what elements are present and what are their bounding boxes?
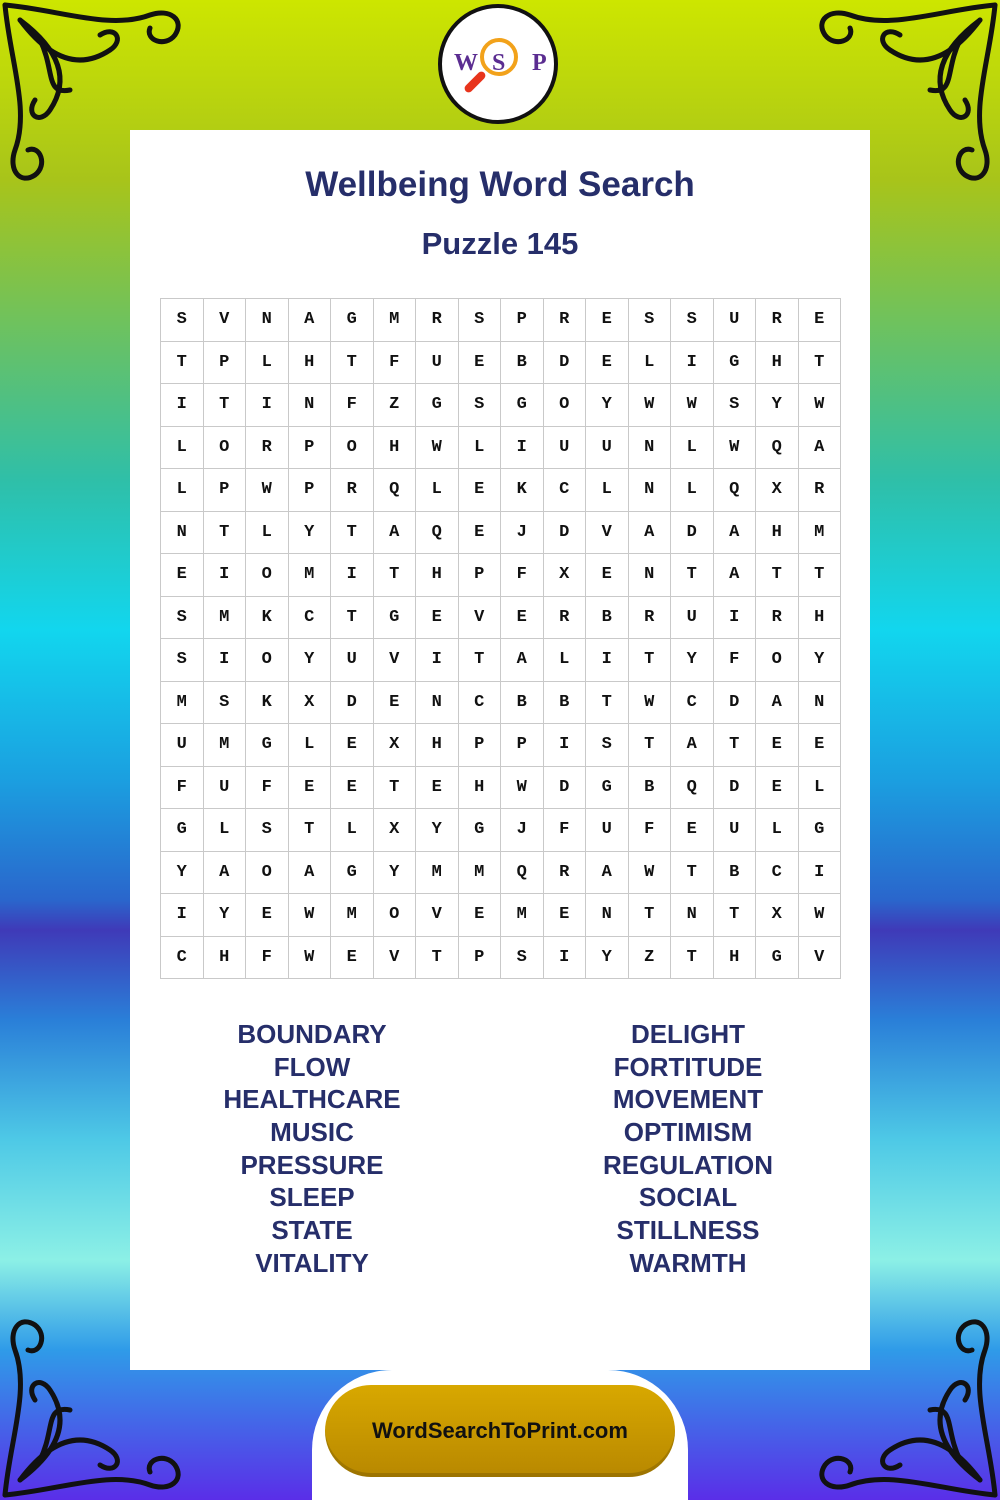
grid-cell: F bbox=[544, 809, 587, 852]
grid-cell: T bbox=[204, 384, 247, 427]
grid-cell: L bbox=[671, 427, 714, 470]
grid-cell: I bbox=[714, 597, 757, 640]
grid-cell: T bbox=[416, 937, 459, 980]
grid-cell: S bbox=[586, 724, 629, 767]
logo-letter-w: W bbox=[454, 50, 478, 76]
grid-cell: Y bbox=[374, 852, 417, 895]
grid-cell: U bbox=[331, 639, 374, 682]
grid-cell: G bbox=[714, 342, 757, 385]
grid-cell: Y bbox=[289, 512, 332, 555]
grid-cell: Y bbox=[586, 384, 629, 427]
grid-cell: T bbox=[161, 342, 204, 385]
grid-cell: O bbox=[331, 427, 374, 470]
grid-cell: E bbox=[756, 767, 799, 810]
grid-cell: R bbox=[629, 597, 672, 640]
grid-cell: S bbox=[714, 384, 757, 427]
grid-cell: D bbox=[544, 767, 587, 810]
grid-cell: E bbox=[501, 597, 544, 640]
grid-cell: U bbox=[714, 809, 757, 852]
grid-cell: E bbox=[331, 937, 374, 980]
grid-cell: H bbox=[756, 512, 799, 555]
grid-cell: T bbox=[756, 554, 799, 597]
grid-cell: E bbox=[459, 512, 502, 555]
grid-cell: G bbox=[459, 809, 502, 852]
grid-cell: K bbox=[246, 597, 289, 640]
grid-cell: S bbox=[161, 639, 204, 682]
grid-cell: R bbox=[416, 299, 459, 342]
grid-cell: U bbox=[714, 299, 757, 342]
grid-cell: A bbox=[374, 512, 417, 555]
grid-cell: U bbox=[586, 427, 629, 470]
grid-cell: G bbox=[161, 809, 204, 852]
grid-cell: M bbox=[501, 894, 544, 937]
grid-cell: N bbox=[629, 554, 672, 597]
grid-cell: L bbox=[586, 469, 629, 512]
grid-cell: E bbox=[459, 469, 502, 512]
grid-cell: W bbox=[799, 384, 842, 427]
grid-cell: E bbox=[799, 299, 842, 342]
grid-cell: U bbox=[544, 427, 587, 470]
grid-cell: L bbox=[331, 809, 374, 852]
grid-cell: B bbox=[544, 682, 587, 725]
grid-cell: H bbox=[374, 427, 417, 470]
grid-cell: Y bbox=[416, 809, 459, 852]
grid-cell: F bbox=[374, 342, 417, 385]
grid-cell: H bbox=[416, 554, 459, 597]
grid-cell: H bbox=[756, 342, 799, 385]
grid-cell: M bbox=[161, 682, 204, 725]
grid-cell: U bbox=[586, 809, 629, 852]
grid-cell: N bbox=[671, 894, 714, 937]
grid-cell: A bbox=[629, 512, 672, 555]
grid-cell: R bbox=[756, 299, 799, 342]
grid-cell: L bbox=[416, 469, 459, 512]
grid-cell: T bbox=[289, 809, 332, 852]
grid-cell: E bbox=[416, 597, 459, 640]
grid-cell: Y bbox=[756, 384, 799, 427]
word-list-left bbox=[162, 1018, 462, 1280]
grid-cell: N bbox=[799, 682, 842, 725]
grid-cell: S bbox=[459, 384, 502, 427]
grid-cell: B bbox=[586, 597, 629, 640]
grid-cell: J bbox=[501, 809, 544, 852]
grid-cell: T bbox=[586, 682, 629, 725]
grid-cell: R bbox=[544, 852, 587, 895]
grid-cell: L bbox=[161, 469, 204, 512]
grid-cell: P bbox=[204, 469, 247, 512]
grid-cell: T bbox=[374, 767, 417, 810]
grid-cell: V bbox=[459, 597, 502, 640]
grid-cell: T bbox=[459, 639, 502, 682]
grid-cell: A bbox=[289, 852, 332, 895]
grid-cell: V bbox=[799, 937, 842, 980]
grid-cell: S bbox=[161, 299, 204, 342]
grid-cell: M bbox=[459, 852, 502, 895]
grid-cell: I bbox=[799, 852, 842, 895]
grid-cell: S bbox=[501, 937, 544, 980]
grid-cell: L bbox=[459, 427, 502, 470]
page-title: Wellbeing Word Search bbox=[305, 165, 695, 204]
grid-cell: P bbox=[459, 724, 502, 767]
grid-cell: W bbox=[714, 427, 757, 470]
grid-cell: T bbox=[671, 852, 714, 895]
grid-cell: E bbox=[331, 724, 374, 767]
grid-cell: M bbox=[204, 724, 247, 767]
grid-cell: A bbox=[799, 427, 842, 470]
grid-cell: T bbox=[629, 894, 672, 937]
grid-cell: G bbox=[756, 937, 799, 980]
grid-cell: F bbox=[246, 767, 289, 810]
word-list-right bbox=[538, 1018, 838, 1280]
grid-cell: Y bbox=[161, 852, 204, 895]
grid-cell: X bbox=[756, 469, 799, 512]
grid-cell: E bbox=[586, 554, 629, 597]
grid-cell: X bbox=[374, 809, 417, 852]
grid-cell: P bbox=[289, 469, 332, 512]
grid-cell: A bbox=[671, 724, 714, 767]
grid-cell: Z bbox=[374, 384, 417, 427]
grid-cell: W bbox=[246, 469, 289, 512]
grid-cell: N bbox=[246, 299, 289, 342]
grid-cell: W bbox=[629, 682, 672, 725]
grid-cell: E bbox=[289, 767, 332, 810]
grid-cell: M bbox=[204, 597, 247, 640]
grid-cell: I bbox=[161, 894, 204, 937]
grid-cell: W bbox=[289, 894, 332, 937]
grid-cell: W bbox=[799, 894, 842, 937]
word-list-item: STATE bbox=[271, 1215, 353, 1246]
grid-cell: W bbox=[671, 384, 714, 427]
grid-cell: E bbox=[459, 342, 502, 385]
grid-cell: I bbox=[544, 937, 587, 980]
grid-cell: E bbox=[671, 809, 714, 852]
grid-cell: P bbox=[501, 724, 544, 767]
grid-cell: P bbox=[289, 427, 332, 470]
grid-cell: A bbox=[289, 299, 332, 342]
grid-cell: N bbox=[629, 469, 672, 512]
grid-cell: N bbox=[416, 682, 459, 725]
grid-cell: P bbox=[204, 342, 247, 385]
grid-cell: M bbox=[799, 512, 842, 555]
grid-cell: U bbox=[161, 724, 204, 767]
grid-cell: D bbox=[544, 512, 587, 555]
grid-cell: E bbox=[161, 554, 204, 597]
grid-cell: T bbox=[331, 512, 374, 555]
grid-cell: O bbox=[246, 639, 289, 682]
grid-cell: L bbox=[161, 427, 204, 470]
grid-cell: P bbox=[501, 299, 544, 342]
grid-cell: H bbox=[799, 597, 842, 640]
grid-cell: L bbox=[289, 724, 332, 767]
grid-cell: D bbox=[671, 512, 714, 555]
grid-cell: I bbox=[586, 639, 629, 682]
grid-cell: O bbox=[756, 639, 799, 682]
grid-cell: T bbox=[714, 894, 757, 937]
word-list-item: WARMTH bbox=[629, 1247, 747, 1278]
puzzle-card bbox=[130, 130, 870, 1370]
grid-cell: O bbox=[246, 852, 289, 895]
website-button[interactable] bbox=[325, 1385, 675, 1477]
grid-cell: L bbox=[544, 639, 587, 682]
grid-cell: E bbox=[246, 894, 289, 937]
grid-cell: O bbox=[374, 894, 417, 937]
grid-cell: G bbox=[501, 384, 544, 427]
grid-cell: L bbox=[799, 767, 842, 810]
grid-cell: U bbox=[671, 597, 714, 640]
grid-cell: F bbox=[714, 639, 757, 682]
grid-cell: S bbox=[671, 299, 714, 342]
grid-cell: T bbox=[374, 554, 417, 597]
grid-cell: F bbox=[331, 384, 374, 427]
grid-cell: M bbox=[289, 554, 332, 597]
grid-cell: G bbox=[374, 597, 417, 640]
grid-cell: Y bbox=[204, 894, 247, 937]
word-list-item: MOVEMENT bbox=[612, 1084, 764, 1115]
grid-cell: E bbox=[544, 894, 587, 937]
grid-cell: X bbox=[544, 554, 587, 597]
grid-cell: N bbox=[586, 894, 629, 937]
grid-cell: T bbox=[671, 937, 714, 980]
grid-cell: V bbox=[374, 639, 417, 682]
grid-cell: R bbox=[756, 597, 799, 640]
grid-cell: T bbox=[799, 342, 842, 385]
grid-cell: N bbox=[629, 427, 672, 470]
grid-cell: T bbox=[799, 554, 842, 597]
grid-cell: W bbox=[629, 852, 672, 895]
grid-cell: I bbox=[501, 427, 544, 470]
grid-cell: L bbox=[246, 512, 289, 555]
grid-cell: F bbox=[246, 937, 289, 980]
grid-cell: W bbox=[416, 427, 459, 470]
grid-cell: D bbox=[714, 767, 757, 810]
grid-cell: H bbox=[204, 937, 247, 980]
grid-cell: B bbox=[714, 852, 757, 895]
grid-cell: G bbox=[799, 809, 842, 852]
grid-cell: U bbox=[204, 767, 247, 810]
grid-cell: B bbox=[501, 682, 544, 725]
grid-cell: W bbox=[501, 767, 544, 810]
grid-cell: M bbox=[416, 852, 459, 895]
grid-cell: O bbox=[246, 554, 289, 597]
grid-cell: O bbox=[204, 427, 247, 470]
grid-cell: X bbox=[756, 894, 799, 937]
word-list-item: VITALITY bbox=[255, 1247, 369, 1278]
grid-cell: U bbox=[416, 342, 459, 385]
grid-cell: G bbox=[586, 767, 629, 810]
grid-cell: E bbox=[374, 682, 417, 725]
grid-cell: V bbox=[374, 937, 417, 980]
grid-cell: C bbox=[459, 682, 502, 725]
wsp-logo bbox=[438, 4, 558, 124]
grid-cell: K bbox=[501, 469, 544, 512]
grid-cell: R bbox=[544, 597, 587, 640]
grid-cell: C bbox=[544, 469, 587, 512]
word-list-item: MUSIC bbox=[270, 1117, 354, 1148]
grid-cell: H bbox=[714, 937, 757, 980]
letter-grid bbox=[160, 298, 841, 979]
grid-cell: T bbox=[629, 639, 672, 682]
grid-cell: M bbox=[331, 894, 374, 937]
grid-cell: I bbox=[544, 724, 587, 767]
grid-cell: F bbox=[161, 767, 204, 810]
grid-cell: A bbox=[501, 639, 544, 682]
grid-cell: Y bbox=[289, 639, 332, 682]
puzzle-number: Puzzle 145 bbox=[421, 226, 579, 261]
grid-cell: D bbox=[544, 342, 587, 385]
word-list-item: HEALTHCARE bbox=[223, 1084, 401, 1115]
grid-cell: X bbox=[374, 724, 417, 767]
grid-cell: K bbox=[246, 682, 289, 725]
grid-cell: G bbox=[331, 299, 374, 342]
grid-cell: S bbox=[161, 597, 204, 640]
grid-cell: A bbox=[586, 852, 629, 895]
grid-cell: F bbox=[629, 809, 672, 852]
grid-cell: V bbox=[586, 512, 629, 555]
grid-cell: Q bbox=[714, 469, 757, 512]
grid-cell: N bbox=[289, 384, 332, 427]
grid-cell: E bbox=[331, 767, 374, 810]
grid-cell: A bbox=[714, 554, 757, 597]
grid-cell: Q bbox=[501, 852, 544, 895]
grid-cell: L bbox=[671, 469, 714, 512]
grid-cell: H bbox=[459, 767, 502, 810]
grid-cell: E bbox=[459, 894, 502, 937]
grid-cell: C bbox=[161, 937, 204, 980]
website-label: WordSearchToPrint.com bbox=[372, 1418, 628, 1443]
word-list-item: DELIGHT bbox=[630, 1019, 746, 1049]
grid-cell: H bbox=[289, 342, 332, 385]
grid-cell: L bbox=[629, 342, 672, 385]
grid-cell: Y bbox=[586, 937, 629, 980]
grid-cell: G bbox=[246, 724, 289, 767]
grid-cell: R bbox=[799, 469, 842, 512]
grid-cell: T bbox=[204, 512, 247, 555]
grid-cell: Y bbox=[671, 639, 714, 682]
grid-cell: I bbox=[246, 384, 289, 427]
grid-cell: Q bbox=[374, 469, 417, 512]
grid-cell: S bbox=[629, 299, 672, 342]
grid-cell: R bbox=[544, 299, 587, 342]
grid-cell: T bbox=[331, 342, 374, 385]
grid-cell: Y bbox=[799, 639, 842, 682]
grid-cell: A bbox=[756, 682, 799, 725]
grid-cell: J bbox=[501, 512, 544, 555]
grid-cell: E bbox=[416, 767, 459, 810]
grid-cell: I bbox=[331, 554, 374, 597]
grid-cell: V bbox=[416, 894, 459, 937]
word-list-item: SOCIAL bbox=[638, 1182, 738, 1213]
grid-cell: H bbox=[416, 724, 459, 767]
grid-cell: E bbox=[586, 342, 629, 385]
grid-cell: R bbox=[246, 427, 289, 470]
grid-cell: C bbox=[289, 597, 332, 640]
logo-letter-s: S bbox=[492, 50, 506, 76]
grid-cell: E bbox=[756, 724, 799, 767]
grid-cell: C bbox=[671, 682, 714, 725]
grid-cell: Q bbox=[416, 512, 459, 555]
grid-cell: P bbox=[459, 554, 502, 597]
grid-cell: I bbox=[204, 639, 247, 682]
word-list-item: FORTITUDE bbox=[613, 1051, 763, 1082]
grid-cell: P bbox=[459, 937, 502, 980]
grid-cell: V bbox=[204, 299, 247, 342]
grid-cell: B bbox=[501, 342, 544, 385]
grid-cell: C bbox=[756, 852, 799, 895]
grid-cell: F bbox=[501, 554, 544, 597]
grid-cell: O bbox=[544, 384, 587, 427]
grid-cell: D bbox=[331, 682, 374, 725]
grid-cell: D bbox=[714, 682, 757, 725]
grid-cell: L bbox=[204, 809, 247, 852]
grid-cell: A bbox=[204, 852, 247, 895]
grid-cell: G bbox=[331, 852, 374, 895]
grid-cell: T bbox=[671, 554, 714, 597]
grid-cell: I bbox=[671, 342, 714, 385]
grid-cell: G bbox=[416, 384, 459, 427]
grid-cell: I bbox=[416, 639, 459, 682]
grid-cell: W bbox=[629, 384, 672, 427]
grid-cell: S bbox=[459, 299, 502, 342]
grid-cell: S bbox=[204, 682, 247, 725]
grid-cell: Q bbox=[756, 427, 799, 470]
word-list-item: FLOW bbox=[273, 1051, 351, 1082]
word-list-item: PRESSURE bbox=[240, 1149, 384, 1180]
grid-cell: E bbox=[799, 724, 842, 767]
grid-cell: S bbox=[246, 809, 289, 852]
grid-cell: T bbox=[629, 724, 672, 767]
grid-cell: B bbox=[629, 767, 672, 810]
word-list-item: BOUNDARY bbox=[237, 1019, 387, 1049]
grid-cell: M bbox=[374, 299, 417, 342]
grid-cell: A bbox=[714, 512, 757, 555]
word-list-item: REGULATION bbox=[603, 1149, 773, 1180]
grid-cell: R bbox=[331, 469, 374, 512]
word-list-item: OPTIMISM bbox=[623, 1117, 753, 1148]
grid-cell: I bbox=[161, 384, 204, 427]
grid-cell: N bbox=[161, 512, 204, 555]
grid-cell: W bbox=[289, 937, 332, 980]
grid-cell: X bbox=[289, 682, 332, 725]
grid-cell: L bbox=[756, 809, 799, 852]
grid-cell: T bbox=[714, 724, 757, 767]
grid-cell: T bbox=[331, 597, 374, 640]
grid-cell: L bbox=[246, 342, 289, 385]
word-list-item: STILLNESS bbox=[616, 1215, 760, 1246]
grid-cell: E bbox=[586, 299, 629, 342]
logo-letter-p: P bbox=[532, 50, 547, 76]
word-list-item: SLEEP bbox=[269, 1182, 355, 1213]
grid-cell: Z bbox=[629, 937, 672, 980]
grid-cell: I bbox=[204, 554, 247, 597]
grid-cell: Q bbox=[671, 767, 714, 810]
